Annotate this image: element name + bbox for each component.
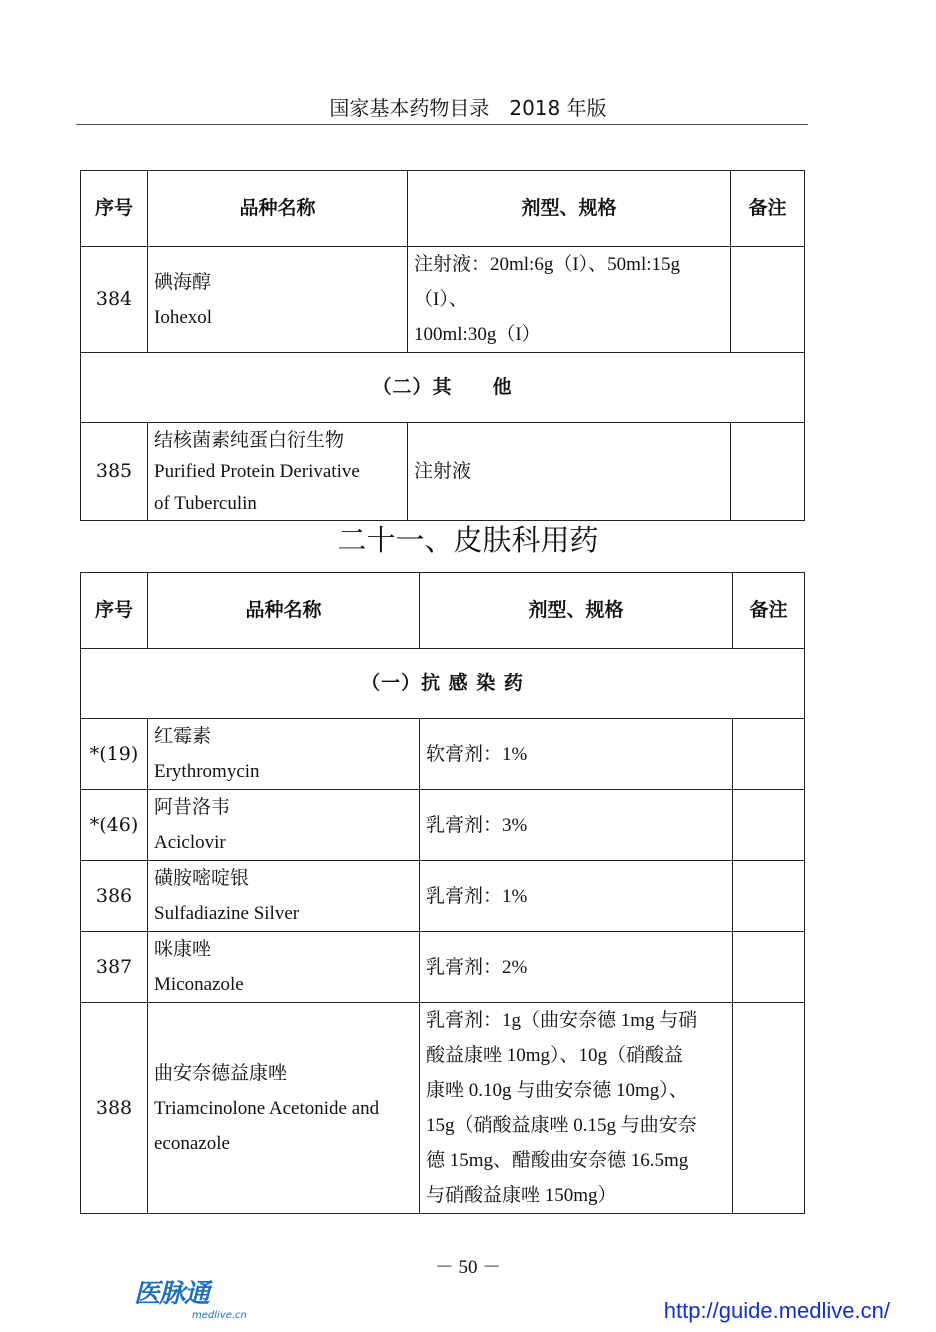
drug-name-en: Purified Protein Derivative: [154, 460, 360, 482]
row-note: [731, 423, 805, 521]
spec-line: 德 15mg、醋酸曲安奈德 16.5mg: [426, 1150, 689, 1171]
spec-line: 康唑 0.10g 与曲安奈德 10mg）、: [426, 1080, 688, 1101]
header-divider: [76, 124, 808, 125]
row-name: [148, 247, 408, 353]
drug-name-en: econazole: [154, 1132, 230, 1154]
drug-name-en: Triamcinolone Acetonide and: [154, 1097, 380, 1119]
logo-subtext: medlive.cn: [192, 1310, 247, 1321]
subheading-row: [81, 649, 805, 719]
drug-name-en: Miconazole: [154, 974, 244, 995]
col-header-note: 备注: [731, 171, 805, 247]
table-row: [81, 1003, 805, 1214]
medlive-logo: [134, 1279, 247, 1324]
drug-name-en: Erythromycin: [154, 761, 260, 782]
row-seq: 384: [81, 247, 148, 353]
table-row: [81, 247, 805, 353]
row-seq: *(19): [81, 719, 148, 790]
drug-name-cn: 碘海醇: [154, 270, 212, 293]
drug-table-imaging: [80, 170, 805, 521]
spec-line: 酸益康唑 10mg）、10g（硝酸益: [426, 1045, 684, 1066]
row-note: [733, 1003, 805, 1214]
row-note: [733, 932, 805, 1003]
row-spec: [420, 1003, 733, 1214]
row-name: [148, 719, 420, 790]
row-seq: 387: [81, 932, 148, 1003]
col-header-name: 品种名称: [148, 573, 420, 649]
drug-name-cn: 结核菌素纯蛋白衍生物: [154, 428, 345, 451]
spec-line: 15g（硝酸益康唑 0.15g 与曲安奈: [426, 1115, 697, 1136]
col-header-spec: 剂型、规格: [420, 573, 733, 649]
row-name: [148, 790, 420, 861]
col-header-name: 品种名称: [148, 171, 408, 247]
row-spec: 软膏剂：1%: [420, 719, 733, 790]
drug-name-cn: 磺胺嘧啶银: [154, 867, 250, 889]
col-header-seq: 序号: [81, 171, 148, 247]
row-spec: 乳膏剂：2%: [420, 932, 733, 1003]
row-note: [731, 247, 805, 353]
drug-table-dermatology: [80, 572, 805, 1214]
drug-name-cn: 红霉素: [154, 725, 212, 747]
col-header-spec: 剂型、规格: [408, 171, 731, 247]
table-header-row: [81, 171, 805, 247]
row-name: [148, 861, 420, 932]
table-row: [81, 790, 805, 861]
table-row: [81, 861, 805, 932]
table-row: [81, 719, 805, 790]
table-row: [81, 423, 805, 521]
col-header-note: 备注: [733, 573, 805, 649]
drug-name-en: Aciclovir: [154, 832, 226, 853]
row-name: [148, 423, 408, 521]
source-url-link[interactable]: http://guide.medlive.cn/: [663, 1298, 890, 1323]
row-note: [733, 719, 805, 790]
drug-name-en: Iohexol: [154, 306, 213, 328]
row-seq: 386: [81, 861, 148, 932]
row-note: [733, 861, 805, 932]
spec-line: 注射液：20ml:6g（I）、50ml:15g（I）、: [414, 254, 681, 310]
subheading-row: [81, 353, 805, 423]
row-note: [733, 790, 805, 861]
page-header: 国家基本药物目录 2018 年版: [329, 96, 607, 120]
row-name: [148, 1003, 420, 1214]
drug-name-cn: 曲安奈德益康唑: [154, 1061, 288, 1084]
section-title: 二十一、皮肤科用药: [337, 523, 599, 557]
spec-line: 100ml:30g（I）: [414, 324, 541, 345]
spec-line: 乳膏剂：1g（曲安奈德 1mg 与硝: [426, 1010, 698, 1031]
col-header-seq: 序号: [81, 573, 148, 649]
table-row: [81, 932, 805, 1003]
subheading-anti-infective: （一）抗 感 染 药: [81, 649, 805, 719]
table-header-row: [81, 573, 805, 649]
row-name: [148, 932, 420, 1003]
drug-name-cn: 阿昔洛韦: [154, 796, 231, 818]
subheading-other: （二）其 他: [81, 353, 805, 423]
row-spec: 乳膏剂：3%: [420, 790, 733, 861]
row-seq: 388: [81, 1003, 148, 1214]
drug-name-en: Sulfadiazine Silver: [154, 903, 300, 924]
row-spec: 乳膏剂：1%: [420, 861, 733, 932]
page-number: － 50 －: [434, 1257, 502, 1278]
drug-name-en: of Tuberculin: [154, 492, 257, 514]
row-spec: 注射液: [408, 423, 731, 521]
spec-line: 与硝酸益康唑 150mg）: [426, 1185, 617, 1206]
row-seq: *(46): [81, 790, 148, 861]
row-spec: [408, 247, 731, 353]
drug-name-cn: 咪康唑: [154, 938, 212, 960]
logo-text: 医脉通: [134, 1279, 210, 1309]
row-seq: 385: [81, 423, 148, 521]
